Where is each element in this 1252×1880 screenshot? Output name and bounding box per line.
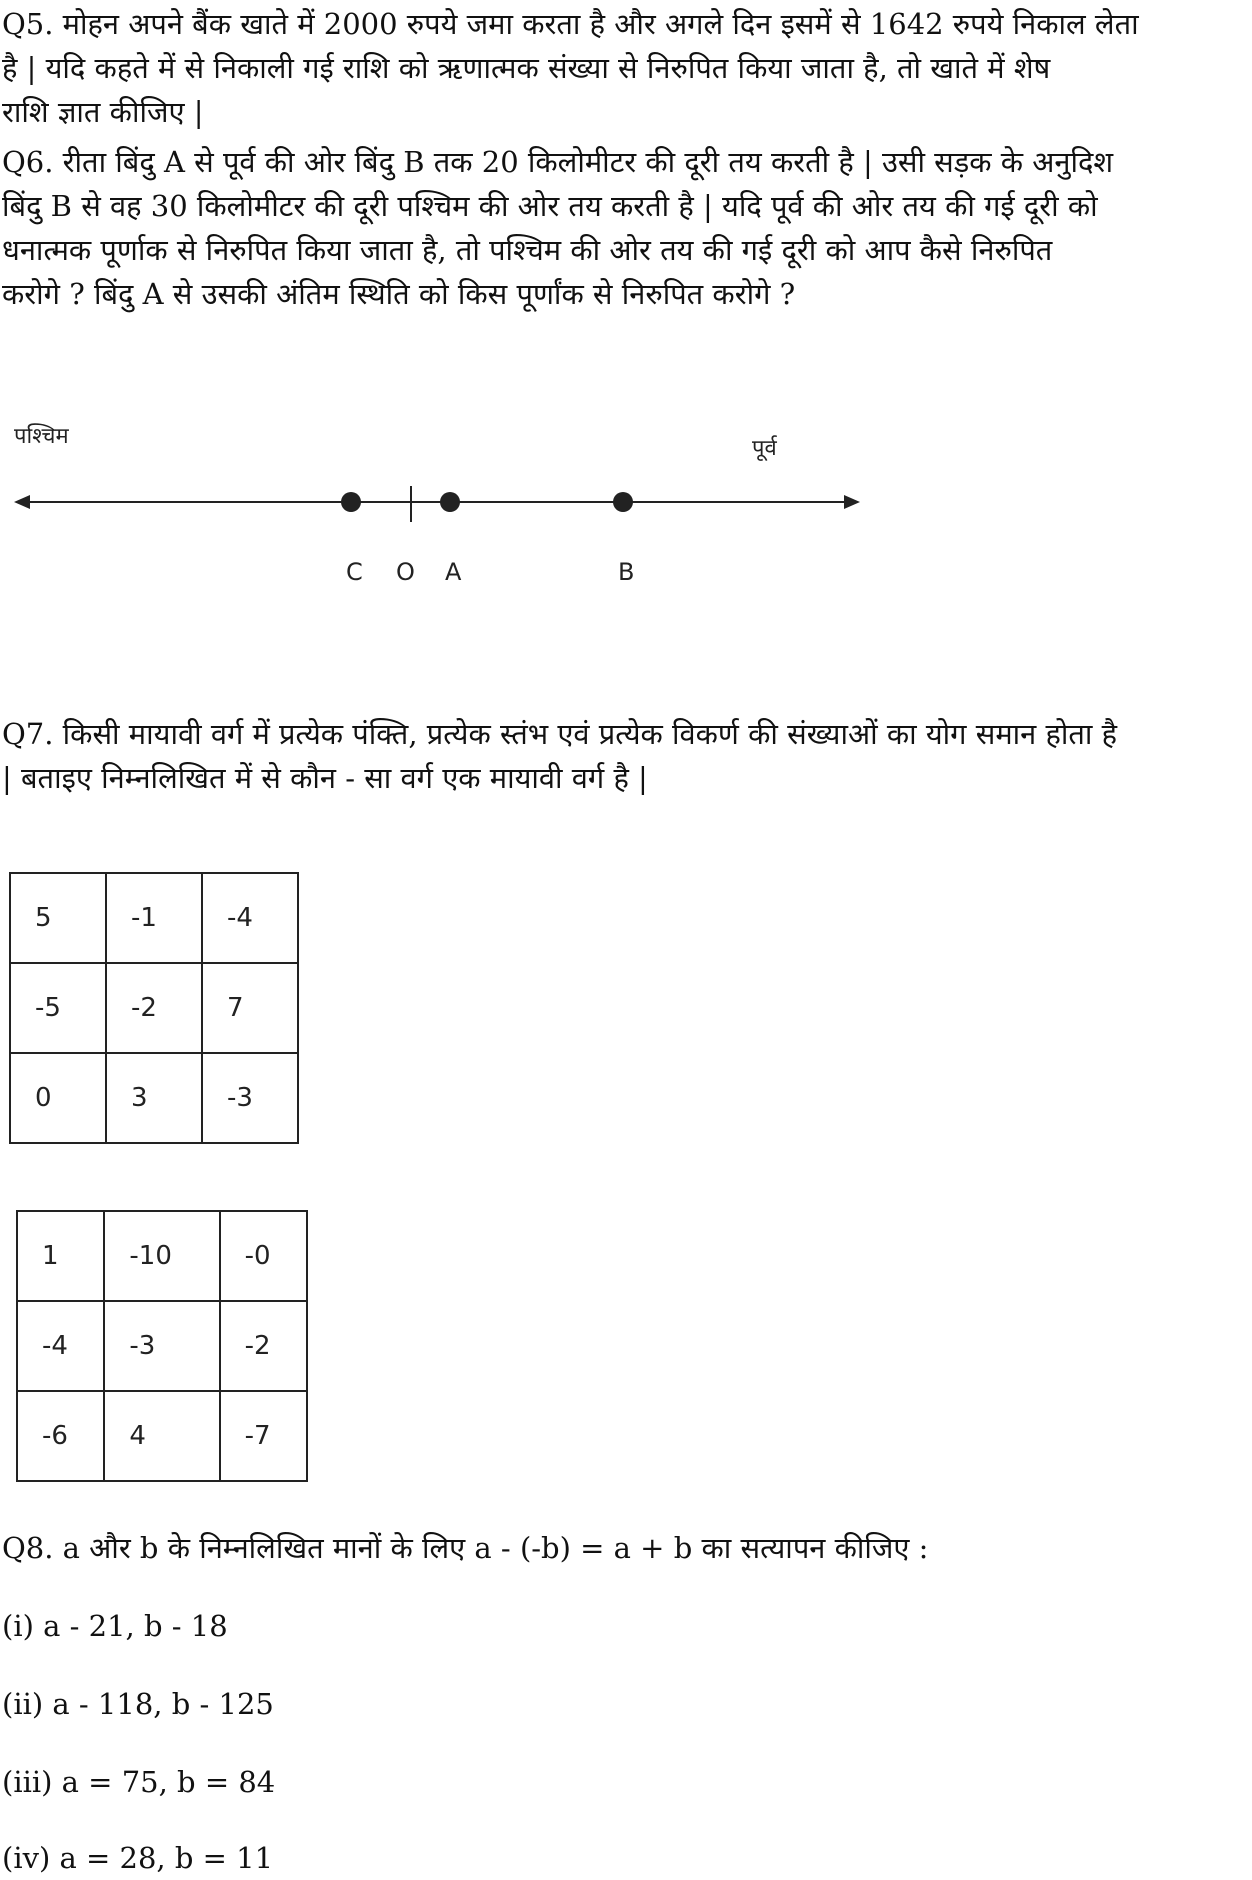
q7-line: Q7. किसी मायावी वर्ग में प्रत्येक पंक्ति, प्रत्येक स्तंभ एवं प्रत्येक विकर्ण की संख्याओं का योग समान होता है [2,717,1118,751]
magic-square-row [17,1301,307,1391]
magic-square-row [17,1391,307,1481]
question-6 [2,140,1242,316]
magic-square-cell: 0 [10,1053,106,1143]
q5-line: है | यदि कहते में से निकाली गई राशि को ऋणात्मक संख्या से निरुपित किया जाता है, तो खाते में शेष [2,51,1051,85]
magic-square-cell: -0 [220,1211,307,1301]
q7-line: | बताइए निम्नलिखित में से कौन - सा वर्ग एक मायावी वर्ग है | [2,761,648,795]
point-c-label: C [346,558,363,586]
q8-item: (ii) a - 118, b - 125 [2,1687,274,1721]
q5-line: राशि ज्ञात कीजिए | [2,95,204,129]
magic-square-cell: -10 [104,1211,219,1301]
magic-square-cell: -6 [17,1391,104,1481]
west-arrow-head [14,495,30,509]
magic-square-cell: -2 [106,963,202,1053]
point-a-label: A [445,558,462,586]
q6-line: धनात्मक पूर्णाक से निरुपित किया जाता है, तो पश्चिम की ओर तय की गई दूरी को आप कैसे निरुपित [2,233,1053,267]
magic-square-cell: -4 [17,1301,104,1391]
east-arrow-head [844,495,860,509]
point-c-dot [341,492,361,512]
point-b-dot [613,492,633,512]
magic-square-row [10,963,298,1053]
question-7 [2,712,1242,800]
magic-square-cell: -2 [220,1301,307,1391]
magic-square-cell: -4 [202,873,298,963]
magic-square-row [10,873,298,963]
q6-line: Q6. रीता बिंदु A से पूर्व की ओर बिंदु B तक 20 किलोमीटर की दूरी तय करती है | उसी सड़क के अनुदिश [2,145,1114,179]
west-label: पश्चिम [14,424,69,449]
q5-line: Q5. मोहन अपने बैंक खाते में 2000 रुपये जमा करता है और अगले दिन इसमें से 1642 रुपये निकाल लेता [2,7,1139,41]
magic-square-cell: 5 [10,873,106,963]
magic-square-2 [16,1210,308,1482]
magic-square-1 [9,872,299,1144]
point-b-label: B [618,558,635,586]
magic-square-cell: 3 [106,1053,202,1143]
number-line [0,462,880,542]
q6-line: बिंदु B से वह 30 किलोमीटर की दूरी पश्चिम की ओर तय करती है | यदि पूर्व की ओर तय की गई दूरी को [2,189,1098,223]
magic-square-cell: -3 [202,1053,298,1143]
q8-item: (iv) a = 28, b = 11 [2,1841,274,1875]
q8-item: (iii) a = 75, b = 84 [2,1765,276,1799]
q6-line: करोगे ? बिंदु A से उसकी अंतिम स्थिति को किस पूर्णांक से निरुपित करोगे ? [2,277,796,311]
point-a-dot [440,492,460,512]
magic-square-cell: -5 [10,963,106,1053]
magic-square-row [17,1211,307,1301]
magic-square-row [10,1053,298,1143]
magic-square-cell: -1 [106,873,202,963]
magic-square-cell: 7 [202,963,298,1053]
question-8-title: Q8. a और b के निम्नलिखित मानों के लिए a - (-b) = a + b का सत्यापन कीजिए : [2,1531,929,1565]
magic-square-cell: -7 [220,1391,307,1481]
magic-square-cell: -3 [104,1301,219,1391]
point-o-label: O [396,558,415,586]
east-label: पूर्व [752,436,777,461]
question-5 [2,2,1242,134]
magic-square-cell: 1 [17,1211,104,1301]
magic-square-cell: 4 [104,1391,219,1481]
q8-item: (i) a - 21, b - 18 [2,1609,228,1643]
